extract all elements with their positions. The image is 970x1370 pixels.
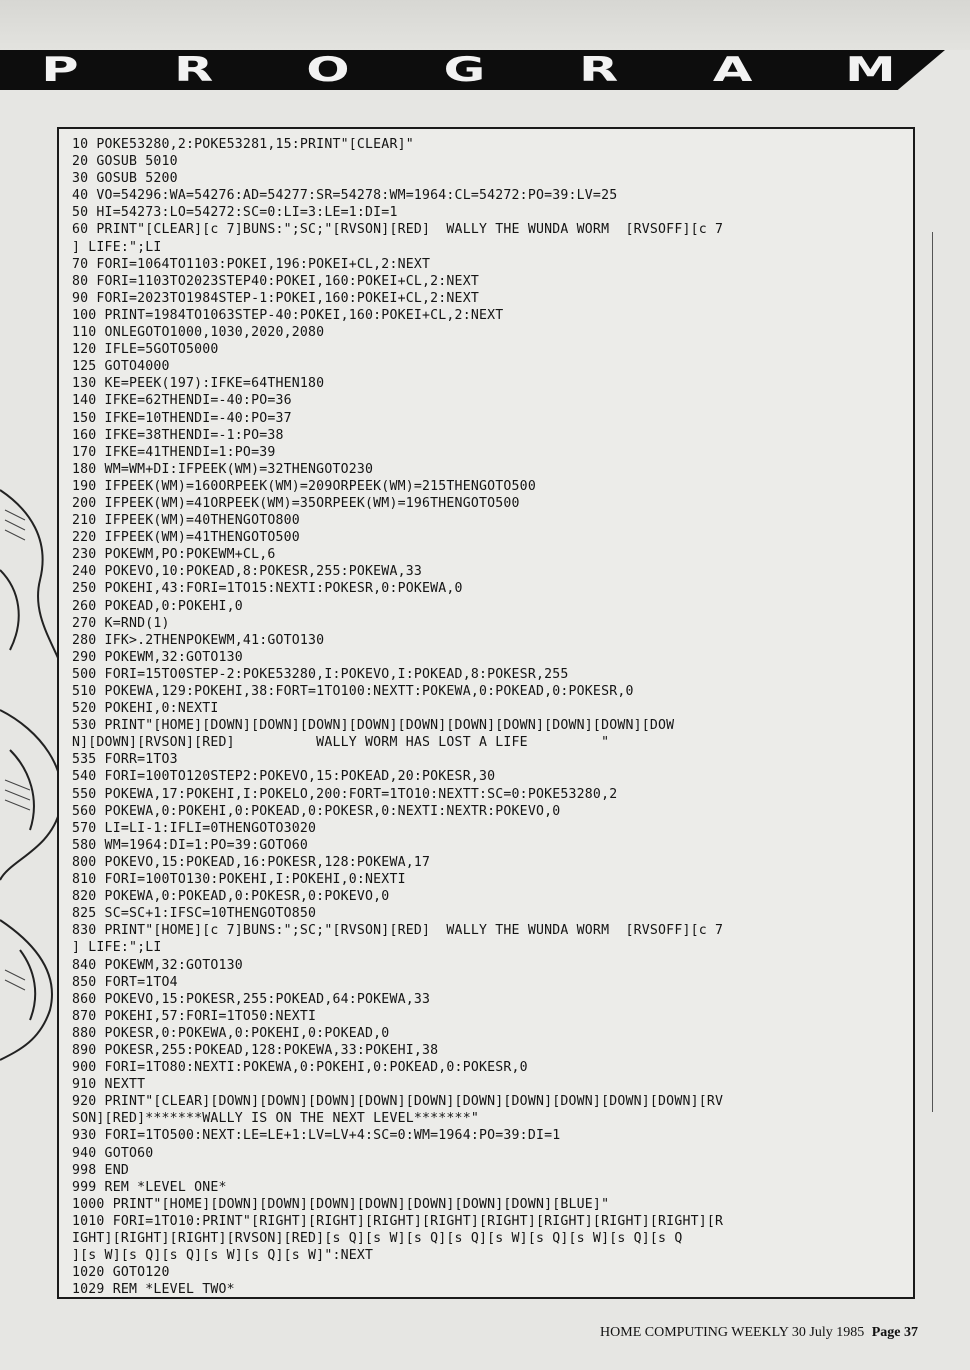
listing-line: 110 ONLEGOTO1000,1030,2020,2080 <box>72 325 325 341</box>
listing-line: 530 PRINT"[HOME][DOWN][DOWN][DOWN][DOWN][DOWN][DOWN][DOWN][DOWN][DOWN][DOW <box>72 718 675 734</box>
listing-line: ][s W][s Q][s Q][s W][s Q][s W]":NEXT <box>72 1248 374 1264</box>
banner-letter: A <box>713 50 756 90</box>
listing-line: 800 POKEVO,15:POKEAD,16:POKESR,128:POKEWA,17 <box>72 854 431 870</box>
listing-line: 1010 FORI=1TO10:PRINT"[RIGHT][RIGHT][RIGHT][RIGHT][RIGHT][RIGHT][RIGHT][RIGHT][R <box>72 1213 724 1229</box>
listing-line: 930 FORI=1TO500:NEXT:LE=LE+1:LV=LV+4:SC=0:WM=1964:PO=39:DI=1 <box>72 1128 561 1144</box>
listing-line: 290 POKEWM,32:GOTO130 <box>72 649 243 665</box>
banner-letter: O <box>306 50 353 90</box>
listing-line: 260 POKEAD,0:POKEHI,0 <box>72 598 243 614</box>
listing-line: 30 GOSUB 5200 <box>72 171 178 187</box>
listing-line: 850 FORT=1TO4 <box>72 974 178 990</box>
listing-line: 535 FORR=1TO3 <box>72 752 178 768</box>
page-footer <box>600 1325 918 1341</box>
listing-line: 810 FORI=100TO130:POKEHI,I:POKEHI,0:NEXTI <box>72 872 406 888</box>
listing-line: 250 POKEHI,43:FORI=1TO15:NEXTI:POKESR,0:POKEWA,0 <box>72 581 463 597</box>
listing-line: 150 IFKE=10THENDI=-40:PO=37 <box>72 410 292 426</box>
listing-line: 10 POKE53280,2:POKE53281,15:PRINT"[CLEAR]" <box>72 137 414 152</box>
listing-line: 80 FORI=1103TO2023STEP40:POKEI,160:POKEI+CL,2:NEXT <box>72 273 479 289</box>
listing-line: 500 FORI=15TO0STEP-2:POKE53280,I:POKEVO,I:POKEAD,8:POKESR,255 <box>72 666 569 682</box>
listing-line: 520 POKEHI,0:NEXTI <box>72 701 219 717</box>
listing-line: ] LIFE:";LI <box>72 940 162 956</box>
listing-line: 510 POKEWA,129:POKEHI,38:FORT=1TO100:NEXTT:POKEWA,0:POKEAD,0:POKESR,0 <box>72 684 634 699</box>
listing-line: 160 IFKE=38THENDI=-1:PO=38 <box>72 427 284 443</box>
listing-line: 190 IFPEEK(WM)=160ORPEEK(WM)=209ORPEEK(WM)=215THENGOTO500 <box>72 478 536 494</box>
listing-line: 540 FORI=100TO120STEP2:POKEVO,15:POKEAD,20:POKESR,30 <box>72 769 496 785</box>
listing-line: ] LIFE:";LI <box>72 239 162 255</box>
listing-line: 1029 REM *LEVEL TWO* <box>72 1282 235 1298</box>
listing-line: 280 IFK>.2THENPOKEWM,41:GOTO130 <box>72 632 325 648</box>
listing-line: N][DOWN][RVSON][RED] WALLY WORM HAS LOST A LIFE " <box>72 735 610 751</box>
column-rule <box>932 232 933 1112</box>
listing-line: 90 FORI=2023TO1984STEP-1:POKEI,160:POKEI+CL,2:NEXT <box>72 290 479 306</box>
listing-line: SON][RED]*******WALLY IS ON THE NEXT LEVEL*******" <box>72 1111 479 1127</box>
banner-letter: R <box>173 50 216 90</box>
listing-line: 50 HI=54273:LO=54272:SC=0:LI=3:LE=1:DI=1 <box>72 205 398 221</box>
listing-line: 880 POKESR,0:POKEWA,0:POKEHI,0:POKEAD,0 <box>72 1025 390 1041</box>
listing-line: 550 POKEWA,17:POKEHI,I:POKELO,200:FORT=1TO10:NEXTT:SC=0:POKE53280,2 <box>72 786 618 802</box>
listing-line: 60 PRINT"[CLEAR][c 7]BUNS:";SC;"[RVSON][RED] WALLY THE WUNDA WORM [RVSOFF][c 7 <box>72 222 724 238</box>
listing-line: 998 END <box>72 1162 129 1178</box>
publication-name: HOME COMPUTING WEEKLY 30 July 1985 <box>600 1325 865 1340</box>
banner-letter: P <box>41 50 82 90</box>
page-header-strip <box>0 0 970 50</box>
listing-line: 910 NEXTT <box>72 1077 146 1093</box>
listing-line: 890 POKESR,255:POKEAD,128:POKEWA,33:POKEHI,38 <box>72 1042 439 1058</box>
listing-line: 820 POKEWA,0:POKEAD,0:POKESR,0:POKEVO,0 <box>72 889 390 905</box>
listing-line: 20 GOSUB 5010 <box>72 154 178 170</box>
listing-line: 580 WM=1964:DI=1:PO=39:GOTO60 <box>72 837 309 853</box>
listing-line: 920 PRINT"[CLEAR][DOWN][DOWN][DOWN][DOWN][DOWN][DOWN][DOWN][DOWN][DOWN][DOWN][RV <box>72 1094 724 1110</box>
listing-line: 999 REM *LEVEL ONE* <box>72 1179 227 1195</box>
listing-line: 825 SC=SC+1:IFSC=10THENGOTO850 <box>72 906 317 922</box>
listing-line: 70 FORI=1064TO1103:POKEI,196:POKEI+CL,2:NEXT <box>72 256 431 272</box>
listing-line: 130 KE=PEEK(197):IFKE=64THEN180 <box>72 376 325 392</box>
listing-line: 220 IFPEEK(WM)=41THENGOTO500 <box>72 530 300 546</box>
program-banner-letters <box>0 50 930 90</box>
banner-letter: R <box>579 50 622 90</box>
listing-line: 860 POKEVO,15:POKESR,255:POKEAD,64:POKEWA,33 <box>72 991 431 1007</box>
banner-letter: M <box>845 50 899 90</box>
listing-line: 900 FORI=1TO80:NEXTI:POKEWA,0:POKEHI,0:POKEAD,0:POKESR,0 <box>72 1060 528 1076</box>
listing-line: 120 IFLE=5GOTO5000 <box>72 342 219 358</box>
listing-line: 125 GOTO4000 <box>72 359 170 375</box>
listing-line: 40 VO=54296:WA=54276:AD=54277:SR=54278:WM=1964:CL=54272:PO=39:LV=25 <box>72 188 618 204</box>
listing-line: 200 IFPEEK(WM)=41ORPEEK(WM)=35ORPEEK(WM)=196THENGOTO500 <box>72 495 520 511</box>
listing-line: 100 PRINT=1984TO1063STEP-40:POKEI,160:POKEI+CL,2:NEXT <box>72 307 504 323</box>
listing-line: 170 IFKE=41THENDI=1:PO=39 <box>72 444 276 460</box>
listing-line: 1000 PRINT"[HOME][DOWN][DOWN][DOWN][DOWN][DOWN][DOWN][DOWN][BLUE]" <box>72 1196 610 1212</box>
basic-program-listing <box>72 136 912 1298</box>
listing-line: 240 POKEVO,10:POKEAD,8:POKESR,255:POKEWA,33 <box>72 564 423 580</box>
listing-line: 840 POKEWM,32:GOTO130 <box>72 957 243 973</box>
listing-line: 870 POKEHI,57:FORI=1TO50:NEXTI <box>72 1008 317 1024</box>
listing-line: 210 IFPEEK(WM)=40THENGOTO800 <box>72 513 300 529</box>
listing-line: 180 WM=WM+DI:IFPEEK(WM)=32THENGOTO230 <box>72 461 374 477</box>
banner-letter: G <box>443 50 489 90</box>
listing-line: 940 GOTO60 <box>72 1145 154 1161</box>
listing-line: IGHT][RIGHT][RIGHT][RVSON][RED][s Q][s W][s Q][s Q][s W][s Q][s W][s Q][s Q <box>72 1231 683 1246</box>
listing-line: 560 POKEWA,0:POKEHI,0:POKEAD,0:POKESR,0:NEXTI:NEXTR:POKEVO,0 <box>72 803 561 819</box>
listing-line: 1020 GOTO120 <box>72 1265 170 1281</box>
listing-line: 140 IFKE=62THENDI=-40:PO=36 <box>72 393 292 409</box>
listing-line: 230 POKEWM,PO:POKEWM+CL,6 <box>72 547 276 563</box>
page-number: Page 37 <box>871 1325 918 1340</box>
listing-line: 270 K=RND(1) <box>72 615 170 631</box>
listing-line: 830 PRINT"[HOME][c 7]BUNS:";SC;"[RVSON][RED] WALLY THE WUNDA WORM [RVSOFF][c 7 <box>72 923 724 939</box>
listing-line: 570 LI=LI-1:IFLI=0THENGOTO3020 <box>72 820 317 836</box>
